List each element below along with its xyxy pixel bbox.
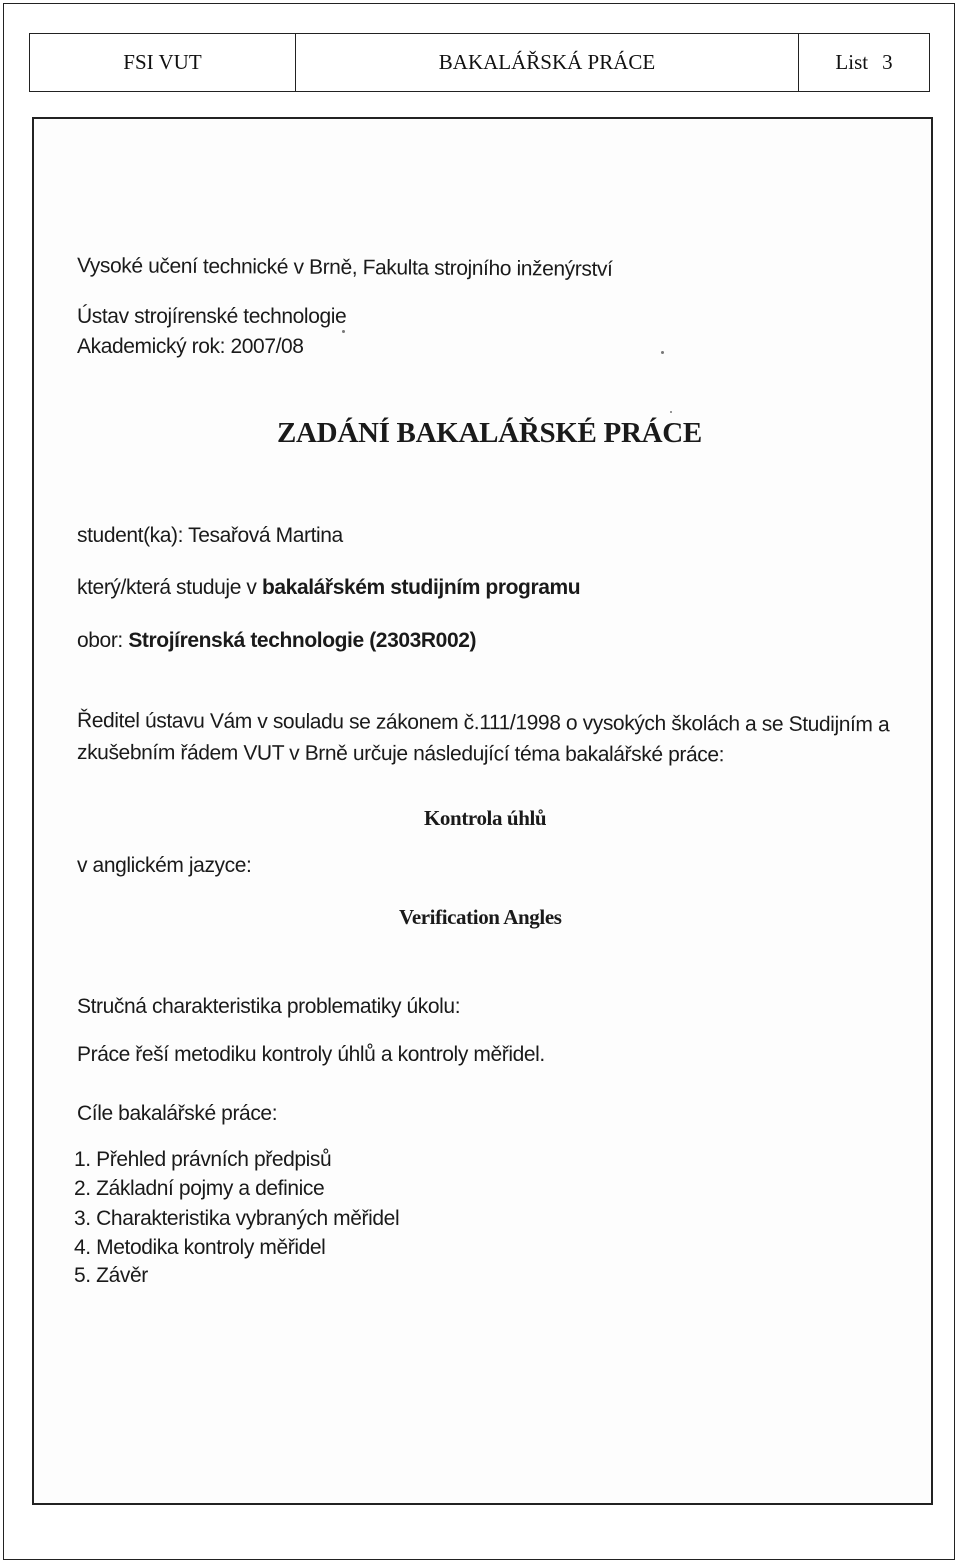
- english-label: v anglickém jazyce:: [77, 854, 252, 877]
- header-page-number: [799, 34, 929, 91]
- student-label: student(ka):: [77, 524, 189, 547]
- goal-item: 3. Charakteristika vybraných měřidel: [74, 1207, 400, 1230]
- goal-item: 5. Závěr: [74, 1264, 148, 1287]
- institute-line: Ústav strojírenské technologie: [77, 305, 347, 328]
- scan-speck: [661, 351, 664, 354]
- header-page-label: List: [835, 50, 869, 74]
- student-line: [77, 524, 343, 548]
- goal-item: 1. Přehled právních předpisů: [74, 1148, 332, 1171]
- goal-item: 4. Metodika kontroly měřidel: [74, 1236, 326, 1259]
- field-label: obor:: [77, 629, 129, 652]
- thesis-topic-english: Verification Angles: [399, 905, 562, 929]
- student-name: Tesařová Martina: [188, 524, 343, 547]
- header-institution: FSI VUT: [30, 34, 296, 91]
- programme-label: který/která studuje v: [77, 576, 262, 599]
- faculty-line: Vysoké učení technické v Brně, Fakulta strojního inženýrství: [76, 254, 613, 281]
- scanned-assignment: [32, 117, 933, 1505]
- director-statement-line-1: Ředitel ústavu Vám v souladu se zákonem č.111/1998 o vysokých školách a se Studijním a: [76, 709, 890, 737]
- page-header: [29, 33, 930, 92]
- goal-item: 2. Základní pojmy a definice: [74, 1177, 325, 1200]
- programme-name: bakalářském studijním programu: [261, 576, 581, 599]
- field-name: Strojírenská technologie (2303R002): [128, 629, 477, 652]
- scanned-page: [34, 119, 931, 1503]
- characteristics-text: Práce řeší metodiku kontroly úhlů a kontroly měřidel.: [77, 1043, 545, 1066]
- scan-speck: [342, 330, 345, 333]
- header-document-type: BAKALÁŘSKÁ PRÁCE: [296, 34, 799, 91]
- header-page-value: 3: [882, 50, 893, 74]
- director-statement-line-2: zkušebním řádem VUT v Brně určuje následující téma bakalářské práce:: [76, 741, 725, 767]
- assignment-title: ZADÁNÍ BAKALÁŘSKÉ PRÁCE: [277, 417, 702, 449]
- academic-year: Akademický rok: 2007/08: [77, 335, 304, 358]
- scan-speck: [670, 411, 672, 413]
- goals-label: Cíle bakalářské práce:: [77, 1102, 278, 1125]
- field-line: [77, 629, 476, 653]
- characteristics-label: Stručná charakteristika problematiky úkolu:: [77, 995, 461, 1018]
- programme-line: [77, 576, 580, 600]
- thesis-topic-czech: Kontrola úhlů: [424, 806, 547, 830]
